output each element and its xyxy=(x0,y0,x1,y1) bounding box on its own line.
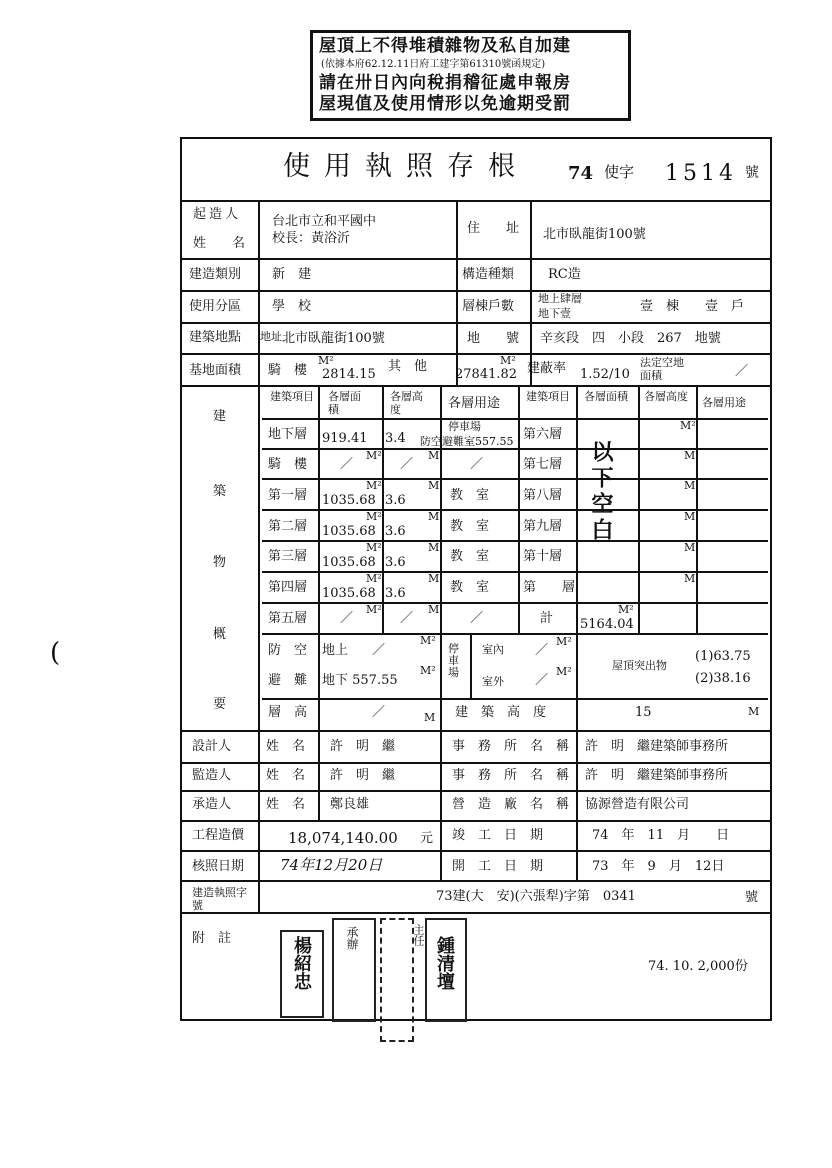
row-total: 計 xyxy=(540,611,554,626)
basement-height: 3.4 xyxy=(385,431,406,446)
parking-label: 停車場 xyxy=(448,642,459,680)
address-value: 北市臥龍街100號 xyxy=(543,227,646,242)
notes-label: 附 註 xyxy=(192,931,232,946)
rule xyxy=(180,290,770,292)
completion-label: 竣 工 日 期 xyxy=(452,828,544,843)
f4-height: 3.6 xyxy=(385,586,406,601)
overview-v1: 建 xyxy=(213,409,227,424)
structure-label: 構造種類 xyxy=(462,267,515,282)
roof-1: (1)63.75 xyxy=(695,649,751,664)
row-f8: 第八層 xyxy=(523,488,563,503)
shelter-above-empty: ／ xyxy=(372,643,386,658)
rule xyxy=(382,385,384,635)
location-value: 北市臥龍街100號 xyxy=(282,331,385,346)
rule xyxy=(576,385,578,730)
seal-title: 主任 xyxy=(412,924,425,946)
unit-m: M xyxy=(428,479,440,492)
unit-m2: M² xyxy=(420,664,436,677)
unit-m2: M² xyxy=(366,449,382,462)
permit-number: 1514 xyxy=(665,161,737,186)
overview-v5: 要 xyxy=(213,697,227,712)
completion-value: 74 年 11 月 日 xyxy=(592,828,730,843)
col-use-2: 各層用途 xyxy=(702,396,746,409)
empty-mark: ／ xyxy=(470,457,484,472)
unit-m: M xyxy=(748,705,760,718)
issue-date-label: 核照日期 xyxy=(192,859,245,874)
shelter-above: 地上 xyxy=(322,643,349,658)
basement-use-1: 停車場 xyxy=(448,420,481,433)
supervisor-label: 監造人 xyxy=(192,768,232,783)
bldg-height-label: 建 築 高 度 xyxy=(455,705,547,720)
unit-m2: M² xyxy=(366,541,382,554)
unit-m2: M² xyxy=(366,510,382,523)
parking-outdoor: 室外 xyxy=(482,675,504,688)
rule xyxy=(576,730,578,880)
f2-use: 教 室 xyxy=(450,519,490,534)
stamp-line-3: 請在卅日內向稅捐稽征處申報房 xyxy=(319,73,571,93)
unit-m2: M² xyxy=(318,354,334,367)
rule xyxy=(180,200,770,202)
rule xyxy=(180,850,770,852)
supervisor-office: 許 明 繼建築師事務所 xyxy=(585,768,729,783)
start-date-value: 73 年 9 月 12日 xyxy=(592,859,725,874)
arcade-area-value: 2814.15 xyxy=(322,367,376,382)
floors-units-label: 層棟戶數 xyxy=(462,299,515,314)
floors-below: 地下壹 xyxy=(538,307,571,320)
designer-name: 許 明 繼 xyxy=(330,739,396,754)
col-item: 建築項目 xyxy=(270,390,314,403)
empty-mark: ／ xyxy=(400,457,414,472)
col-use: 各層用途 xyxy=(448,396,501,411)
parking-indoor: 室內 xyxy=(482,643,504,656)
official-seal xyxy=(380,918,414,1042)
other-label: 其 他 xyxy=(388,359,428,374)
legal-open-label: 法定空地面積 xyxy=(640,356,684,383)
shelter-label-2: 避 難 xyxy=(268,673,308,688)
form-title: 使用執照存根 xyxy=(283,151,529,182)
parking-empty: ／ xyxy=(535,673,549,688)
overview-v4: 概 xyxy=(213,627,227,642)
rule xyxy=(470,633,472,698)
f4-area: 1035.68 xyxy=(322,586,376,601)
unit-m: M xyxy=(428,541,440,554)
col-item-2: 建築項目 xyxy=(526,390,570,403)
official-seal xyxy=(332,918,376,1022)
structure-value: RC造 xyxy=(548,267,581,282)
rule xyxy=(180,322,770,324)
cost-value: 18,074,140.00 xyxy=(288,829,398,847)
row-basement: 地下層 xyxy=(268,427,308,442)
floors-units-value: 壹 棟 壹 戶 xyxy=(640,299,745,314)
row-f6: 第六層 xyxy=(523,427,563,442)
f3-area: 1035.68 xyxy=(322,555,376,570)
start-date-label: 開 工 日 期 xyxy=(452,859,544,874)
unit-m2: M² xyxy=(366,603,382,616)
total-area: 5164.04 xyxy=(580,617,634,632)
permit-hao: 號 xyxy=(745,165,759,181)
f3-use: 教 室 xyxy=(450,549,490,564)
cost-label: 工程造價 xyxy=(192,828,245,843)
unit-m: M xyxy=(684,541,696,554)
rule xyxy=(180,730,770,732)
roof-proj-label: 屋頂突出物 xyxy=(612,659,667,672)
empty-mark: ／ xyxy=(470,611,484,626)
seal-name: 楊紹忠 xyxy=(291,936,312,990)
rule xyxy=(180,912,770,914)
rule xyxy=(180,880,770,882)
designer-label: 設計人 xyxy=(192,739,232,754)
empty-mark: ／ xyxy=(400,611,414,626)
row-f9: 第九層 xyxy=(523,519,563,534)
coverage-label: 建蔽率 xyxy=(527,361,567,376)
blank-note: 以下空白 xyxy=(588,440,614,544)
base-area-label: 基地面積 xyxy=(189,363,242,378)
unit-m: M xyxy=(684,572,696,585)
overview-v2: 築 xyxy=(213,484,227,499)
rule xyxy=(180,790,770,792)
permit-zi: 使字 xyxy=(604,163,635,181)
location-label: 建築地點 xyxy=(189,330,242,345)
unit-m: M xyxy=(428,603,440,616)
shelter-below-value: 地下 557.55 xyxy=(322,673,398,688)
designer-name-label: 姓 名 xyxy=(266,739,306,754)
rule xyxy=(456,200,458,385)
rule xyxy=(440,633,442,730)
row-f10: 第十層 xyxy=(523,549,563,564)
contractor-name: 鄭良雄 xyxy=(330,797,370,812)
f2-height: 3.6 xyxy=(385,524,406,539)
build-type-value: 新 建 xyxy=(272,267,312,282)
issue-date-value: 74年12月20日 xyxy=(280,856,383,874)
contractor-name-label: 姓 名 xyxy=(266,797,306,812)
address-label: 住 址 xyxy=(467,221,520,236)
location-addr-label: 地址 xyxy=(260,330,282,343)
seal-name: 鍾清壇 xyxy=(434,936,455,990)
use-zone-value: 學 校 xyxy=(272,299,312,314)
supervisor-office-label: 事 務 所 名 稱 xyxy=(452,768,570,783)
unit-m: M xyxy=(684,510,696,523)
rule xyxy=(180,762,770,764)
unit-m: M xyxy=(424,711,436,724)
print-mark: 74. 10. 2,000份 xyxy=(648,959,748,974)
f2-area: 1035.68 xyxy=(322,524,376,539)
stamp-line-2: (依據本府62.12.11日府工建字第61310號函規定) xyxy=(321,59,546,70)
builder-label: 起造人 xyxy=(193,207,242,222)
unit-m2: M² xyxy=(618,603,634,616)
rule xyxy=(180,385,770,387)
rule xyxy=(262,633,768,635)
lot-label: 地 號 xyxy=(467,331,520,346)
rule xyxy=(180,820,770,822)
f1-use: 教 室 xyxy=(450,488,490,503)
stamp-line-4: 屋現值及使用情形以免逾期受罰 xyxy=(319,94,571,114)
regulation-stamp xyxy=(310,30,631,121)
seal-text: 承辦 xyxy=(345,926,359,950)
overview-v3: 物 xyxy=(213,555,227,570)
floor-height-empty: ／ xyxy=(372,705,386,720)
permit-year: 74 xyxy=(568,163,594,184)
unit-m: M xyxy=(428,572,440,585)
rule xyxy=(696,385,698,635)
f4-use: 教 室 xyxy=(450,580,490,595)
permit-no-hao: 號 xyxy=(745,890,759,905)
official-seal xyxy=(280,930,324,1018)
designer-office: 許 明 繼建築師事務所 xyxy=(585,739,729,754)
row-f4: 第四層 xyxy=(268,580,308,595)
rule xyxy=(258,200,260,912)
other-area-value: 27841.82 xyxy=(455,367,518,382)
rule xyxy=(638,385,640,635)
designer-office-label: 事 務 所 名 稱 xyxy=(452,739,570,754)
unit-m2: M² xyxy=(366,572,382,585)
permit-no-label: 建造執照字號 xyxy=(192,886,247,913)
arcade-label: 騎 樓 xyxy=(268,363,308,378)
col-height-2: 各層高度 xyxy=(644,390,688,403)
build-type-label: 建造類別 xyxy=(189,267,242,282)
contractor-firm: 協源營造有限公司 xyxy=(585,797,690,812)
unit-m: M xyxy=(428,449,440,462)
supervisor-name: 許 明 繼 xyxy=(330,768,396,783)
roof-2: (2)38.16 xyxy=(695,671,751,686)
unit-m2: M² xyxy=(556,665,572,678)
col-area: 各層面積 xyxy=(328,390,361,417)
shelter-label: 防 空 xyxy=(268,643,308,658)
row-f5: 第五層 xyxy=(268,611,308,626)
row-f2: 第二層 xyxy=(268,519,308,534)
unit-m2: M² xyxy=(420,634,436,647)
f1-height: 3.6 xyxy=(385,493,406,508)
f3-height: 3.6 xyxy=(385,555,406,570)
lot-value: 辛亥段 四 小段 267 地號 xyxy=(540,331,721,346)
rule xyxy=(440,385,442,635)
rule xyxy=(180,353,770,355)
cost-yuan: 元 xyxy=(420,831,434,846)
row-fn: 第 層 xyxy=(523,580,576,595)
floors-above: 地上肆層 xyxy=(538,292,582,305)
contractor-label: 承造人 xyxy=(192,797,232,812)
rule xyxy=(440,730,442,880)
rule xyxy=(262,602,768,604)
col-height: 各層高度 xyxy=(390,390,423,417)
permit-no-value: 73建(大 安)(六張犁)字第 0341 xyxy=(436,889,636,904)
rule xyxy=(318,730,320,820)
parking-empty: ／ xyxy=(535,643,549,658)
f1-area: 1035.68 xyxy=(322,493,376,508)
bldg-height-value: 15 xyxy=(635,705,652,720)
rule xyxy=(262,698,768,700)
rule xyxy=(518,385,520,635)
rule xyxy=(318,385,320,730)
rule xyxy=(530,200,532,385)
rule xyxy=(180,258,770,260)
floor-height-label: 層 高 xyxy=(268,705,308,720)
builder-name-2: 校長：黃浴沂 xyxy=(272,231,351,246)
builder-name-label: 姓 名 xyxy=(193,236,246,251)
unit-m: M xyxy=(428,510,440,523)
unit-m2: M² xyxy=(680,419,696,432)
unit-m2: M² xyxy=(500,354,516,367)
legal-open-value: ／ xyxy=(735,364,749,379)
use-zone-label: 使用分區 xyxy=(189,299,242,314)
builder-name-1: 台北市立和平國中 xyxy=(272,214,377,229)
unit-m: M xyxy=(684,479,696,492)
basement-use-2: 防空避難室557.55 xyxy=(420,435,514,448)
unit-m2: M² xyxy=(556,635,572,648)
unit-m: M xyxy=(684,449,696,462)
row-f7: 第七層 xyxy=(523,457,563,472)
unit-m2: M² xyxy=(366,479,382,492)
stamp-line-1: 屋頂上不得堆積雜物及私自加建 xyxy=(319,36,571,56)
empty-mark: ／ xyxy=(340,611,354,626)
supervisor-name-label: 姓 名 xyxy=(266,768,306,783)
basement-area: 919.41 xyxy=(322,431,368,446)
coverage-value: 1.52/10 xyxy=(580,367,630,382)
official-seal xyxy=(412,918,467,1022)
row-f3: 第三層 xyxy=(268,549,308,564)
margin-mark: ( xyxy=(50,638,61,668)
col-area-2: 各層面積 xyxy=(584,390,628,403)
contractor-firm-label: 營 造 廠 名 稱 xyxy=(452,797,570,812)
row-f1: 第一層 xyxy=(268,488,308,503)
row-arcade: 騎 樓 xyxy=(268,457,308,472)
empty-mark: ／ xyxy=(340,457,354,472)
